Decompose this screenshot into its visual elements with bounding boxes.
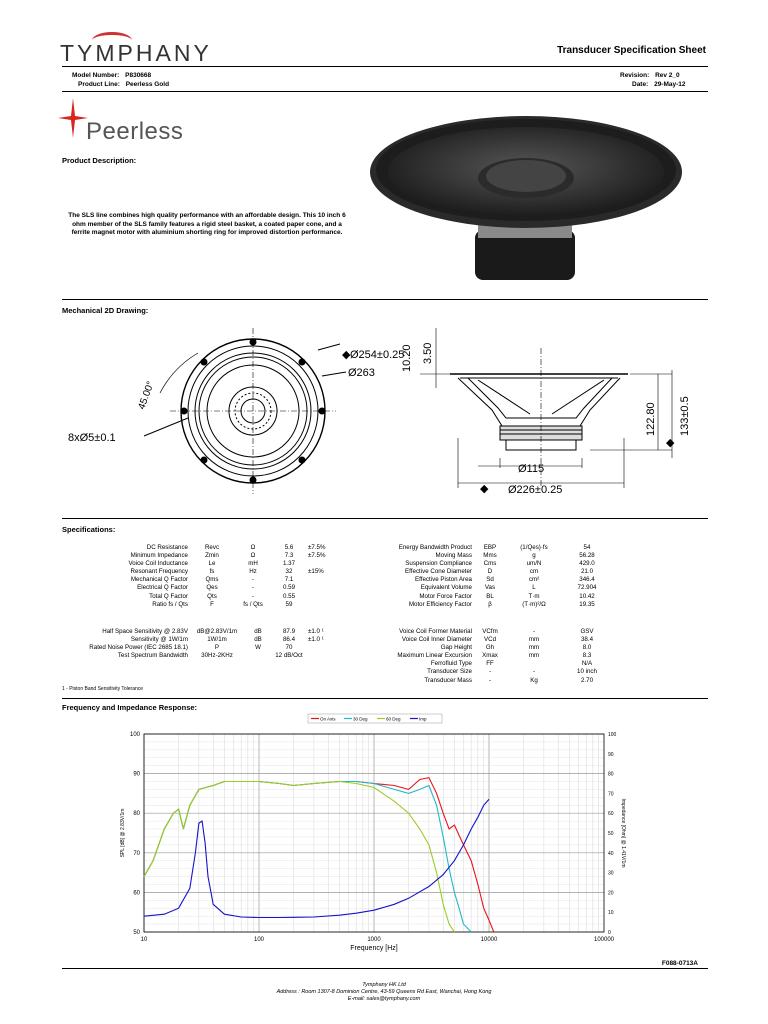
spec-cell: Cms xyxy=(483,560,497,568)
spec-cell: 54 xyxy=(583,544,591,551)
spec-cell: Transducer Mass xyxy=(424,676,472,684)
spec-cell: Total Q Factor xyxy=(149,592,188,600)
spec-cell: Maximum Linear Excursion xyxy=(397,652,472,660)
spec-row xyxy=(362,677,612,685)
y-tick-label: 80 xyxy=(133,811,140,818)
spec-cell xyxy=(506,660,562,668)
spec-cell: 30Hz-2KHz xyxy=(201,652,233,660)
dim-flange-thickness: 3.50 xyxy=(422,342,434,364)
spec-cell: BL xyxy=(486,592,494,600)
spec-cell: ±15% xyxy=(308,568,324,576)
spec-row xyxy=(60,593,338,601)
spec-row xyxy=(362,560,612,568)
dim-frame-diameter: Ø226±0.25 xyxy=(508,484,563,496)
drawing-rule xyxy=(62,518,708,519)
spec-row xyxy=(362,593,612,601)
spec-cell: EBP xyxy=(483,544,497,551)
spec-cell: 7.1 xyxy=(284,576,294,584)
spec-cell: Qms xyxy=(205,576,219,584)
y2-tick-label: 10 xyxy=(608,910,614,917)
series-line-30-deg xyxy=(144,782,471,933)
spec-cell: - xyxy=(488,668,492,676)
specs-right2-table xyxy=(362,628,612,685)
spec-row xyxy=(362,652,612,660)
spec-cell: Hz xyxy=(249,568,257,576)
spec-cell xyxy=(244,652,272,660)
spec-cell: 10 inch xyxy=(577,668,597,676)
spec-row xyxy=(60,552,338,560)
spec-row xyxy=(60,544,338,552)
peerless-star-icon xyxy=(58,98,88,138)
spec-cell: 0.55 xyxy=(282,592,296,600)
spec-cell: β xyxy=(488,600,492,608)
specs-rule xyxy=(62,698,708,699)
footer-address: Address : Room 1307-8 Dominion Centre, 43-59 Queens Rd East, Wanchai, Hong Kong xyxy=(276,989,492,995)
dim-magnet-diameter: Ø115 xyxy=(518,463,545,475)
y-axis-label: SPL [dB] @ 2.83V/1m xyxy=(120,808,126,858)
spec-cell: Gh xyxy=(485,644,495,652)
spec-cell: Moving Mass xyxy=(435,552,472,560)
spec-cell: - xyxy=(251,592,255,600)
y-tick-label: 70 xyxy=(133,850,140,857)
dim-mounting-holes: 8xØ5±0.1 xyxy=(68,432,116,444)
spec-cell: - xyxy=(532,668,536,676)
product-description-heading: Product Description: xyxy=(62,156,137,165)
date-label: Date: xyxy=(632,81,649,88)
spec-row xyxy=(362,644,612,652)
x-tick-label: 100 xyxy=(253,937,265,943)
spec-cell: mm xyxy=(528,652,540,660)
model-number: P830668 xyxy=(125,72,152,79)
spec-cell: Motor Force Factor xyxy=(419,592,472,600)
spec-cell: 2.70 xyxy=(580,676,594,684)
spec-cell: 56.28 xyxy=(579,552,595,560)
spec-cell: ±7.5% xyxy=(308,552,326,560)
spec-cell: g xyxy=(532,552,536,560)
spec-cell: 1W/1m xyxy=(207,636,227,644)
header-rule xyxy=(62,66,708,67)
response-heading: Frequency and Impedance Response: xyxy=(62,703,198,712)
spec-row xyxy=(362,584,612,592)
spec-row xyxy=(362,576,612,584)
revision: Rev 2_0 xyxy=(655,72,680,79)
spec-row xyxy=(60,560,338,568)
y2-tick-label: 40 xyxy=(608,850,614,857)
spec-row xyxy=(60,652,340,660)
product-line-row xyxy=(78,81,169,88)
spec-cell: Revc xyxy=(204,544,220,551)
brand-arc-icon xyxy=(92,32,132,49)
spec-cell: Kg xyxy=(530,676,538,684)
spec-cell: 1.37 xyxy=(282,560,296,568)
spec-cell: 8.3 xyxy=(582,652,592,660)
date: 29-May-12 xyxy=(654,81,686,88)
spec-cell: N/A xyxy=(581,660,593,668)
spec-cell: Transducer Size xyxy=(427,668,472,676)
spec-cell: fs xyxy=(209,568,215,576)
product-description-text: The SLS line combines high quality performance with an affordable design. This 10 inch 6 ohm member of the SLS family features a rigid steel basket, a coated paper cone, and a ferrite magnet motor with aluminium shorting ring for improved distortion performance. xyxy=(68,212,346,236)
spec-row xyxy=(362,544,612,552)
spec-cell: Voice Coil Former Material xyxy=(399,628,472,635)
spec-cell: Effective Cone Diameter xyxy=(405,568,472,576)
spec-cell: - xyxy=(532,628,536,635)
footer-company: Tymphany HK Ltd xyxy=(362,982,406,988)
spec-cell: fs / Qts xyxy=(243,600,263,608)
spec-cell: Ω xyxy=(250,552,256,560)
spec-cell: 38.4 xyxy=(580,636,594,644)
spec-cell: Ferrofluid Type xyxy=(430,660,472,668)
spec-row xyxy=(60,636,340,644)
spec-cell: Voice Coil Inductance xyxy=(128,560,188,568)
spec-cell: Mms xyxy=(483,552,497,560)
spec-cell: mm xyxy=(528,636,540,644)
footer-rule xyxy=(62,968,708,969)
spec-cell: Gap Height xyxy=(440,644,472,652)
spec-cell: 429.0 xyxy=(579,560,595,568)
x-tick-label: 100000 xyxy=(593,937,615,943)
footer-email: E-mail: sales@tymphany.com xyxy=(347,996,421,1002)
mechanical-drawing-heading: Mechanical 2D Drawing: xyxy=(62,306,149,315)
spec-cell: Vas xyxy=(484,584,496,592)
spec-cell xyxy=(306,644,340,652)
legend-label: 60 Deg xyxy=(386,716,401,722)
spec-cell: ±7.5% xyxy=(308,544,326,551)
svg-text:◆: ◆ xyxy=(666,437,675,449)
y2-tick-label: 90 xyxy=(608,751,614,758)
x-tick-label: 10 xyxy=(140,937,148,943)
spec-cell: Mechanical Q Factor xyxy=(130,576,188,584)
spec-cell: (T·m)²/Ω xyxy=(522,600,546,608)
model-number-label: Model Number: xyxy=(72,72,120,79)
svg-text:◆: ◆ xyxy=(342,349,351,361)
revision-label: Revision: xyxy=(620,72,650,79)
spec-row xyxy=(60,568,338,576)
spec-cell: 12 dB/Oct xyxy=(275,652,303,660)
response-chart xyxy=(108,712,648,954)
spec-cell: 59 xyxy=(285,600,293,608)
spec-cell: Sensitivity @ 1W/1m xyxy=(130,636,188,644)
spec-cell: Sd xyxy=(486,576,494,584)
spec-cell: Ω xyxy=(250,544,256,551)
spec-cell: Zmin xyxy=(205,552,219,560)
spec-cell: mH xyxy=(248,560,258,568)
spec-cell: L xyxy=(532,584,536,592)
specs-left-table xyxy=(60,544,338,609)
spec-cell: Rated Noise Power (IEC 2685 18.1) xyxy=(89,644,188,652)
spec-cell: VCfm xyxy=(482,628,498,635)
spec-row xyxy=(362,552,612,560)
dim-hole-angle: 45.00° xyxy=(136,379,157,412)
date-row xyxy=(632,81,686,88)
spec-row xyxy=(362,668,612,676)
legend-label: Imp xyxy=(419,716,427,722)
speaker-photo xyxy=(360,112,692,290)
spec-cell: P xyxy=(214,644,220,652)
x-axis-label: Frequency [Hz] xyxy=(350,945,398,952)
spec-cell xyxy=(306,593,338,601)
spec-cell: - xyxy=(251,584,255,592)
spec-cell xyxy=(306,652,340,660)
y-tick-label: 60 xyxy=(133,890,140,897)
spec-cell: Qts xyxy=(207,592,217,600)
spec-cell: 0.59 xyxy=(282,584,296,592)
y-tick-label: 100 xyxy=(129,732,140,738)
spec-cell: 8.0 xyxy=(582,644,592,652)
spec-cell xyxy=(306,601,338,609)
spec-row xyxy=(60,644,340,652)
spec-cell: Resonant Frequency xyxy=(130,568,188,576)
spec-cell: Effective Piston Area xyxy=(415,576,472,584)
description-rule xyxy=(62,299,708,300)
x-tick-label: 10000 xyxy=(480,937,498,943)
series-line-on-axis xyxy=(144,778,494,932)
spec-cell: 32 xyxy=(285,568,293,576)
spec-cell: Ratio fs / Qts xyxy=(152,600,188,608)
spec-cell: Le xyxy=(208,560,216,568)
spec-cell: Half Space Sensitivity @ 2.83V xyxy=(102,628,188,635)
spec-cell: Electrical Q Factor xyxy=(137,584,188,592)
spec-cell xyxy=(306,576,338,584)
meta-rule xyxy=(62,91,708,92)
spec-cell: 21.0 xyxy=(580,568,594,576)
document-code: F088-0713A xyxy=(661,960,698,967)
specs-right-table xyxy=(362,544,612,609)
spec-row xyxy=(362,568,612,576)
spec-cell: Suspension Compliance xyxy=(405,560,472,568)
spec-cell: cm² xyxy=(528,576,540,584)
spec-row xyxy=(60,628,340,636)
spec-row xyxy=(60,576,338,584)
series-line-imp xyxy=(144,799,489,917)
legend-label: 30 Deg xyxy=(353,716,368,722)
spec-cell: Energy Bandwidth Product xyxy=(398,544,472,551)
spec-cell: (1/Qes)·fs xyxy=(520,544,548,551)
dim-total-depth: 133±0.5 xyxy=(679,396,691,436)
dim-overall-depth: 122.80 xyxy=(645,402,657,436)
dim-inner-diameter: Ø263 xyxy=(348,367,375,379)
y2-axis-label: Impedance [Ohm] @ 1.41V/1m xyxy=(620,798,626,868)
spec-cell: um/N xyxy=(526,560,542,568)
spec-cell: 10.42 xyxy=(579,592,595,600)
spec-cell: Minimum Impedance xyxy=(130,552,188,560)
specs-left2-table xyxy=(60,628,340,660)
spec-cell: dB@2.83V/1m xyxy=(196,628,238,635)
model-number-row xyxy=(72,72,151,79)
spec-row xyxy=(362,601,612,609)
spec-cell: 19.35 xyxy=(579,600,595,608)
y2-tick-label: 30 xyxy=(608,870,614,877)
y2-tick-label: 60 xyxy=(608,811,614,818)
spec-cell: dB xyxy=(254,628,262,635)
brand-logo xyxy=(60,40,212,67)
dim-outer-diameter: Ø254±0.25 xyxy=(350,349,405,361)
spec-cell: GSV xyxy=(580,628,594,635)
spec-cell: ±1.0 ¹ xyxy=(308,628,324,635)
spec-cell: - xyxy=(251,576,255,584)
spec-cell: DC Resistance xyxy=(146,544,188,551)
spec-cell: D xyxy=(487,568,493,576)
spec-cell: FF xyxy=(486,660,494,668)
spec-cell: Qes xyxy=(206,584,218,592)
dim-top-height: 10.20 xyxy=(401,344,413,372)
sheet-title: Transducer Specification Sheet xyxy=(557,45,706,56)
specifications-heading: Specifications: xyxy=(62,525,116,534)
spec-cell: - xyxy=(488,676,492,684)
y2-tick-label: 0 xyxy=(608,930,611,936)
brand-name: TYMPHANY xyxy=(60,40,212,66)
spec-cell: dB xyxy=(254,636,262,644)
spec-cell: ±1.0 ¹ xyxy=(308,636,324,644)
spec-cell: Motor Efficiency Factor xyxy=(408,600,472,608)
spec-cell: W xyxy=(255,644,261,652)
spec-cell: 72.904 xyxy=(577,584,597,592)
y-tick-label: 50 xyxy=(133,930,140,936)
mechanical-drawing xyxy=(60,318,710,508)
legend-label: On Axis xyxy=(320,716,336,722)
spec-cell: cm xyxy=(529,568,539,576)
peerless-logo-text: Peerless xyxy=(86,118,184,145)
spec-row xyxy=(362,660,612,668)
spec-cell: 7.3 xyxy=(284,552,294,560)
spec-cell: mm xyxy=(528,644,540,652)
y2-tick-label: 70 xyxy=(608,791,614,798)
y2-tick-label: 20 xyxy=(608,890,614,897)
spec-cell: 70 xyxy=(285,644,293,652)
spec-row xyxy=(362,628,612,636)
spec-cell: 5.6 xyxy=(284,544,294,551)
product-line: Peerless Gold xyxy=(125,81,170,88)
spec-cell: Xmax xyxy=(482,652,498,660)
y2-tick-label: 50 xyxy=(608,831,614,837)
spec-cell: 86.4 xyxy=(282,636,296,644)
series-line-60-deg xyxy=(144,782,454,933)
spec-cell: Equivalent Volume xyxy=(420,584,472,592)
spec-cell: T·m xyxy=(528,592,540,600)
spec-cell: Voice Coil Inner Diameter xyxy=(401,636,472,644)
y2-tick-label: 80 xyxy=(608,771,614,778)
spec-cell xyxy=(306,560,338,568)
spec-row xyxy=(60,601,338,609)
spec-cell: Test Spectrum Bandwidth xyxy=(117,652,188,660)
revision-row xyxy=(620,72,680,79)
spec-cell: VCd xyxy=(483,636,497,644)
x-tick-label: 1000 xyxy=(367,937,381,943)
y-tick-label: 90 xyxy=(133,771,140,778)
spec-row xyxy=(362,636,612,644)
svg-text:◆: ◆ xyxy=(480,483,489,495)
spec-cell xyxy=(306,584,338,592)
specs-footnote: 1 - Piston Band Sensitivity Tolerance xyxy=(62,686,144,692)
y2-tick-label: 100 xyxy=(608,732,617,738)
spec-cell: F xyxy=(210,600,214,608)
spec-cell: 87.9 xyxy=(282,628,296,635)
spec-row xyxy=(60,584,338,592)
product-line-label: Product Line: xyxy=(78,81,120,88)
spec-cell: 346.4 xyxy=(579,576,595,584)
